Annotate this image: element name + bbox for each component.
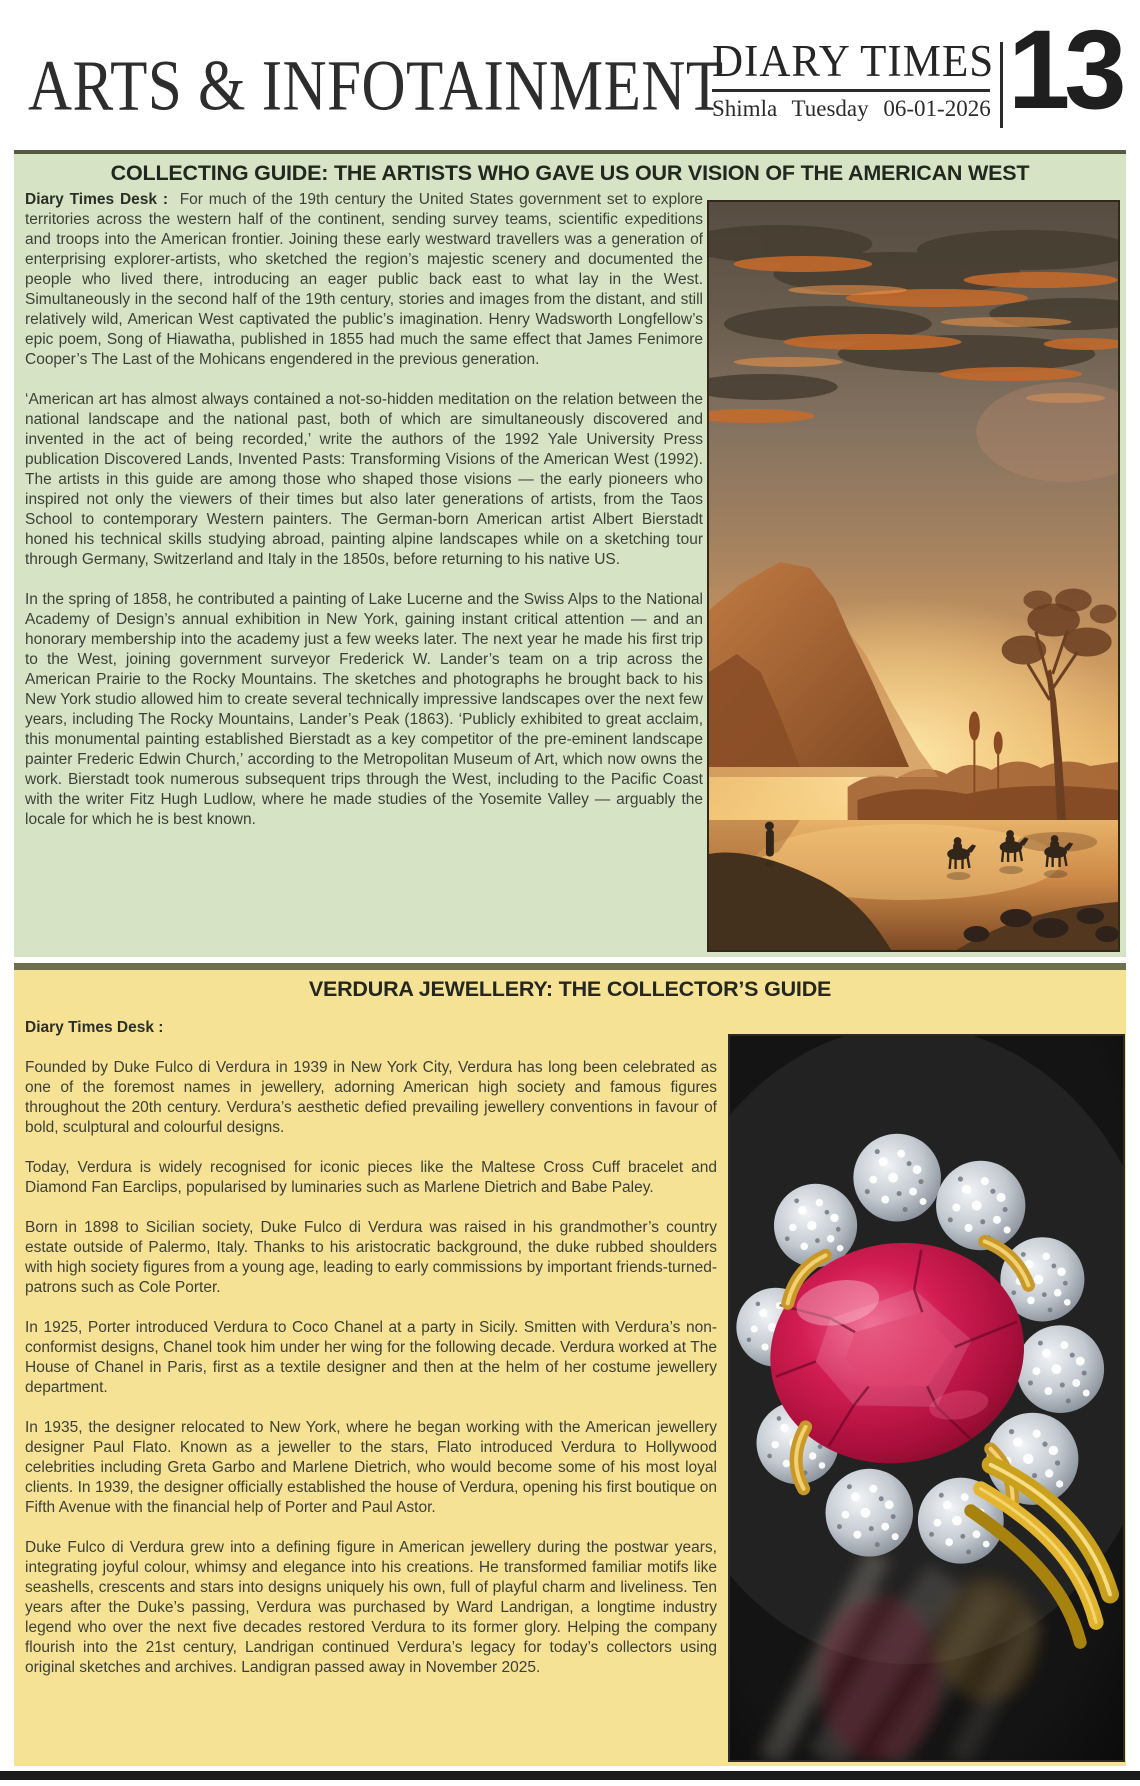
dateline-place: Shimla: [712, 96, 778, 122]
article-verdura-paragraphs: [25, 1058, 717, 1678]
article-verdura-body: [25, 1018, 717, 1698]
page-number: 13: [1008, 7, 1121, 132]
masthead-rule: [712, 89, 990, 92]
masthead-divider: [1000, 42, 1003, 128]
verdura-ruby-ring-photo: [728, 1034, 1125, 1762]
paragraph: In 1935, the designer relocated to New York, where he began working with the American jewellery designer Paul Flato. Known as a jeweller to the stars, Flato introduced Verdura to Hollywood celebrities including Greta Garbo and Marlene Dietrich, who would become some of his most loyal clients. In 1939, the designer officially established the house of Verdura, opening his first boutique on Fifth Avenue with the financial help of Porter and Paul Astor.: [25, 1419, 717, 1516]
bottom-rule: [0, 1771, 1140, 1780]
article-verdura-jewellery: [14, 963, 1126, 1766]
article-verdura-headline: VERDURA JEWELLERY: THE COLLECTOR’S GUIDE: [308, 977, 832, 1001]
paper-name: DIARY TIMES: [712, 36, 995, 87]
dateline: [712, 96, 990, 122]
byline-label: Diary Times Desk :: [25, 191, 169, 208]
byline-label: Diary Times Desk :: [25, 1019, 164, 1036]
paragraph: In 1925, Porter introduced Verdura to Coco Chanel at a party in Sicily. Smitten with Verdura’s non-conformist designs, Chanel took him under her wing for the following decade. Verdura worked at The House of Chanel in Paris, first as a textile designer and then at the helm of her costume jewellery department.: [25, 1319, 717, 1396]
paragraph: Founded by Duke Fulco di Verdura in 1939 in New York City, Verdura has long been celebrated as one of the foremost names in jewellery, adorning American high society and famous figures throughout the 20th century. Verdura’s aesthetic defied prevailing jewellery conventions in favour of bold, sculptural and colourful designs.: [25, 1059, 717, 1136]
dateline-day: Tuesday: [791, 96, 869, 122]
paragraph: Born in 1898 to Sicilian society, Duke Fulco di Verdura was raised in his grandmother’s country estate outside of Palermo, Italy. Thanks to his aristocratic background, the duke rubbed shoulders with high society figures from a young age, leading to early commissions by important friends-turned-patrons such as Cole Porter.: [25, 1219, 717, 1296]
paper-name-block: [712, 36, 995, 122]
masthead: [0, 0, 1140, 150]
paragraph: Today, Verdura is widely recognised for iconic pieces like the Maltese Cross Cuff bracelet and Diamond Fan Earclips, popularised by luminaries such as Marlene Dietrich and Babe Paley.: [25, 1159, 717, 1196]
byline-line: [25, 1018, 717, 1038]
article-american-west: [14, 150, 1126, 957]
lead-paragraph: [25, 190, 703, 370]
section-title: ARTS & INFOTAINMENT: [28, 47, 724, 127]
american-west-painting: [707, 200, 1120, 952]
paragraph: In the spring of 1858, he contributed a painting of Lake Lucerne and the Swiss Alps to the National Academy of Design’s annual exhibition in New York, gaining instant critical attention — and an honorary membership into the academy just a few weeks later. The next year he made his first trip to the West, joining government surveyor Frederick W. Lander’s team on a trip across the American Prairie to the Rocky Mountains. The sketches and photographs he brought back to his New York studio allowed him to create several technically impressive landscapes over the next few years, including The Rocky Mountains, Lander’s Peak (1863). ‘Publicly exhibited to great acclaim, this monumental painting established Bierstadt as a key competitor of the pre-eminent landscape painter Frederic Edwin Church,’ according to the Metropolitan Museum of Art, which now owns the work. Bierstadt took numerous subsequent trips through the West, including to the Pacific Coast with the writer Fitz Hugh Ludlow, where he made studies of the Yosemite Valley — arguably the locale for which he is best known.: [25, 591, 703, 828]
paragraph: Duke Fulco di Verdura grew into a defining figure in American jewellery during the postwar years, integrating joyful colour, whimsy and elegance into his creations. He transformed familiar motifs like seashells, crescents and stars into designs uniquely his own, full of playful charm and liveliness. Ten years after the Duke’s passing, Verdura was purchased by Ward Landrigan, a longtime industry legend who over the next five decades restored Verdura to its former glory. Helping the company flourish into the 21st century, Landrigan continued Verdura’s legacy for today’s collectors using original sketches and archives. Landigran passed away in November 2025.: [25, 1539, 717, 1676]
article-west-headline: COLLECTING GUIDE: THE ARTISTS WHO GAVE US OUR VISION OF THE AMERICAN WEST: [110, 161, 1030, 185]
article-west-paragraphs: [25, 390, 703, 830]
lead-paragraph-text: For much of the 19th century the United States government set to explore territories across the western half of the continent, sending survey teams, scientific expeditions and troops into the American frontier. Joining these early westward travellers was a generation of enterprising explorer-artists, who sketched the region’s majestic scenery and documented the people who lived there, introducing an eager public back east to what lay in the West. Simultaneously in the second half of the 19th century, stories and images from the distant, and still relatively wild, American West captivated the public’s imagination. Henry Wadsworth Longfellow’s epic poem, Song of Hiawatha, published in 1855 had much the same effect that James Fenimore Cooper’s The Last of the Mohicans engendered in the previous generation.: [25, 191, 703, 368]
paragraph: ‘American art has almost always contained a not-so-hidden meditation on the relation between the national landscape and the national past, both of which are simultaneously discovered and invented in the act of being recorded,’ write the authors of the 1992 Yale University Press publication Discovered Lands, Invented Pasts: Transforming Visions of the American West (1992). The artists in this guide are among those who shaped those visions — the early pioneers who inspired not only the viewers of their times but also later generations of artists, from the Taos School to contemporary Western painters. The German-born American artist Albert Bierstadt honed his technical skills studying abroad, painting alpine landscapes while on a sketching tour through Germany, Switzerland and Italy in the 1850s, before returning to his native US.: [25, 391, 703, 568]
dateline-date: 06-01-2026: [883, 96, 991, 122]
article-west-body: [25, 190, 703, 850]
